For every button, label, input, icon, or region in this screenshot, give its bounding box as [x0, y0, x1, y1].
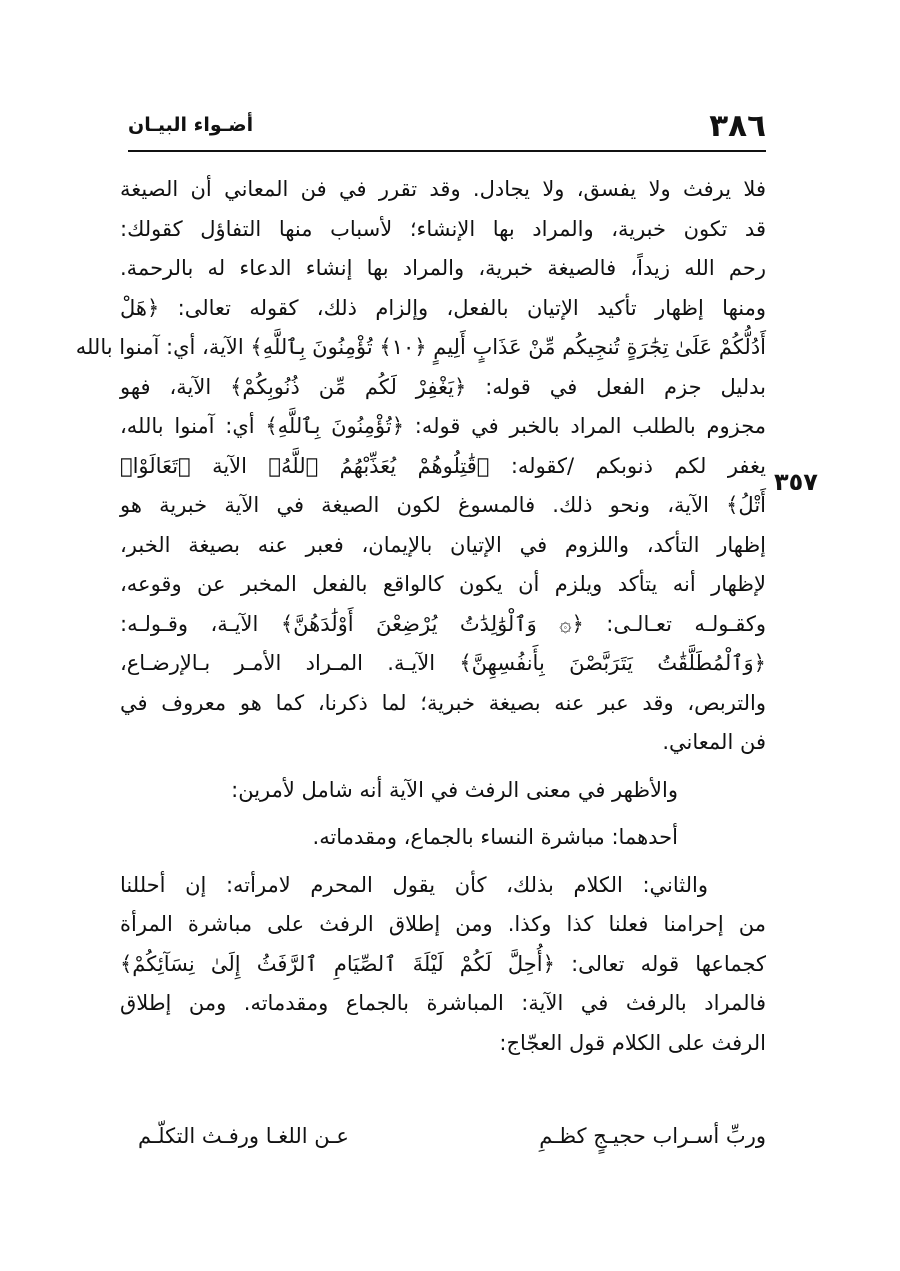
page-number: ٣٨٦ — [709, 108, 766, 144]
text-line: ﴿وَٱلْمُطَلَّقَٰتُ يَتَرَبَّصْنَ بِأَنفُسِهِنَّ﴾ الآيـة. المـراد الأمـر بـالإرضـاع، — [120, 651, 766, 675]
text-line: أَتْلُ﴾ الآية، ونحو ذلك. فالمسوغ لكون الصيغة في الآية خبرية هو — [120, 493, 766, 517]
text-line: إظهار التأكد، واللزوم في الإتيان بالإيمان، فعبر عنه بصيغة الخبر، — [120, 532, 766, 557]
text-line: يغفر لكم ذنوبكم /كقوله: ﴿قَٰتِلُوهُمْ يُعَذِّبْهُمُ ٱللَّهُ﴾ الآية ﴿تَعَالَوْا۟ — [120, 453, 766, 478]
text-line: ومنها إظهار تأكيد الإتيان بالفعل، وإلزام ذلك، كقوله تعالى: ﴿هَلْ — [120, 295, 766, 320]
text-line: فالمراد بالرفث في الآية: المباشرة بالجماع ومقدماته. ومن إطلاق — [120, 991, 766, 1015]
text-line: كجماعها قوله تعالى: ﴿أُحِلَّ لَكُمْ لَيْلَةَ ٱلصِّيَامِ ٱلرَّفَثُ إِلَىٰ نِسَآئِكُمْ﴾ — [120, 951, 766, 976]
text-line: والثاني: الكلام بذلك، كأن يقول المحرم لامرأته: إن أحللنا — [120, 872, 708, 897]
text-line: فلا يرفث ولا يفسق، ولا يجادل. وقد تقرر في فن المعاني أن الصيغة — [120, 177, 766, 201]
verse-first-hemistich: وربِّ أسـراب حجيـجٍ كظـمِ — [539, 1124, 766, 1148]
text-line: الرفث على الكلام قول العجّاج: — [499, 1030, 766, 1055]
text-line: مجزوم بالطلب المراد بالخبر في قوله: ﴿تُؤْمِنُونَ بِٱللَّهِ﴾ أي: آمنوا بالله، — [120, 414, 766, 438]
page-header — [128, 108, 766, 148]
text-line: بدليل جزم الفعل في قوله: ﴿يَغْفِرْ لَكُم مِّن ذُنُوبِكُمْ﴾ الآية، فهو — [120, 374, 766, 399]
text-line: والأظهر في معنى الرفث في الآية أنه شامل لأمرين: — [231, 777, 678, 802]
verse-second-hemistich: عـن اللغـا ورفـث التكلّـم — [138, 1124, 349, 1148]
margin-page-reference: ٣٥٧ — [774, 468, 818, 496]
text-line: أحدهما: مباشرة النساء بالجماع، ومقدماته. — [312, 825, 678, 849]
running-title: أضـواء البيـان — [128, 114, 254, 136]
text-line: أَدُلُّكُمْ عَلَىٰ تِجَٰرَةٍ تُنجِيكُم مِّنْ عَذَابٍ أَلِيمٍ ﴿١٠﴾ تُؤْمِنُونَ بِٱللَّهِ﴾ الآية، أي: آمنوا بالله — [75, 335, 766, 359]
text-line: فن المعاني. — [662, 730, 766, 754]
text-line: من إحرامنا فعلنا كذا وكذا. ومن إطلاق الرفث على مباشرة المرأة — [120, 912, 766, 936]
poetry-verse — [126, 1124, 766, 1166]
text-line: والتربص، وقد عبر عنه بصيغة خبرية؛ لما ذكرنا، كما هو معروف في — [120, 690, 766, 715]
text-line: رحم الله زيداً، فالصيغة خبرية، والمراد بها إنشاء الدعاء له بالرحمة. — [120, 256, 766, 280]
text-body — [75, 170, 766, 1063]
text-line: لإظهار أنه يتأكد ويلزم أن يكون كالواقع بالفعل المخبر عن وقوعه، — [120, 572, 766, 596]
header-rule — [128, 150, 766, 152]
text-line: قد تكون خبرية، والمراد بها الإنشاء؛ لأسباب منها التفاؤل كقولك: — [120, 216, 766, 241]
text-line: وكقـولـه تعـالـى: ﴿۞ وَٱلْوَٰلِدَٰتُ يُرْضِعْنَ أَوْلَٰدَهُنَّ﴾ الآيـة، وقـولـه: — [120, 611, 766, 636]
